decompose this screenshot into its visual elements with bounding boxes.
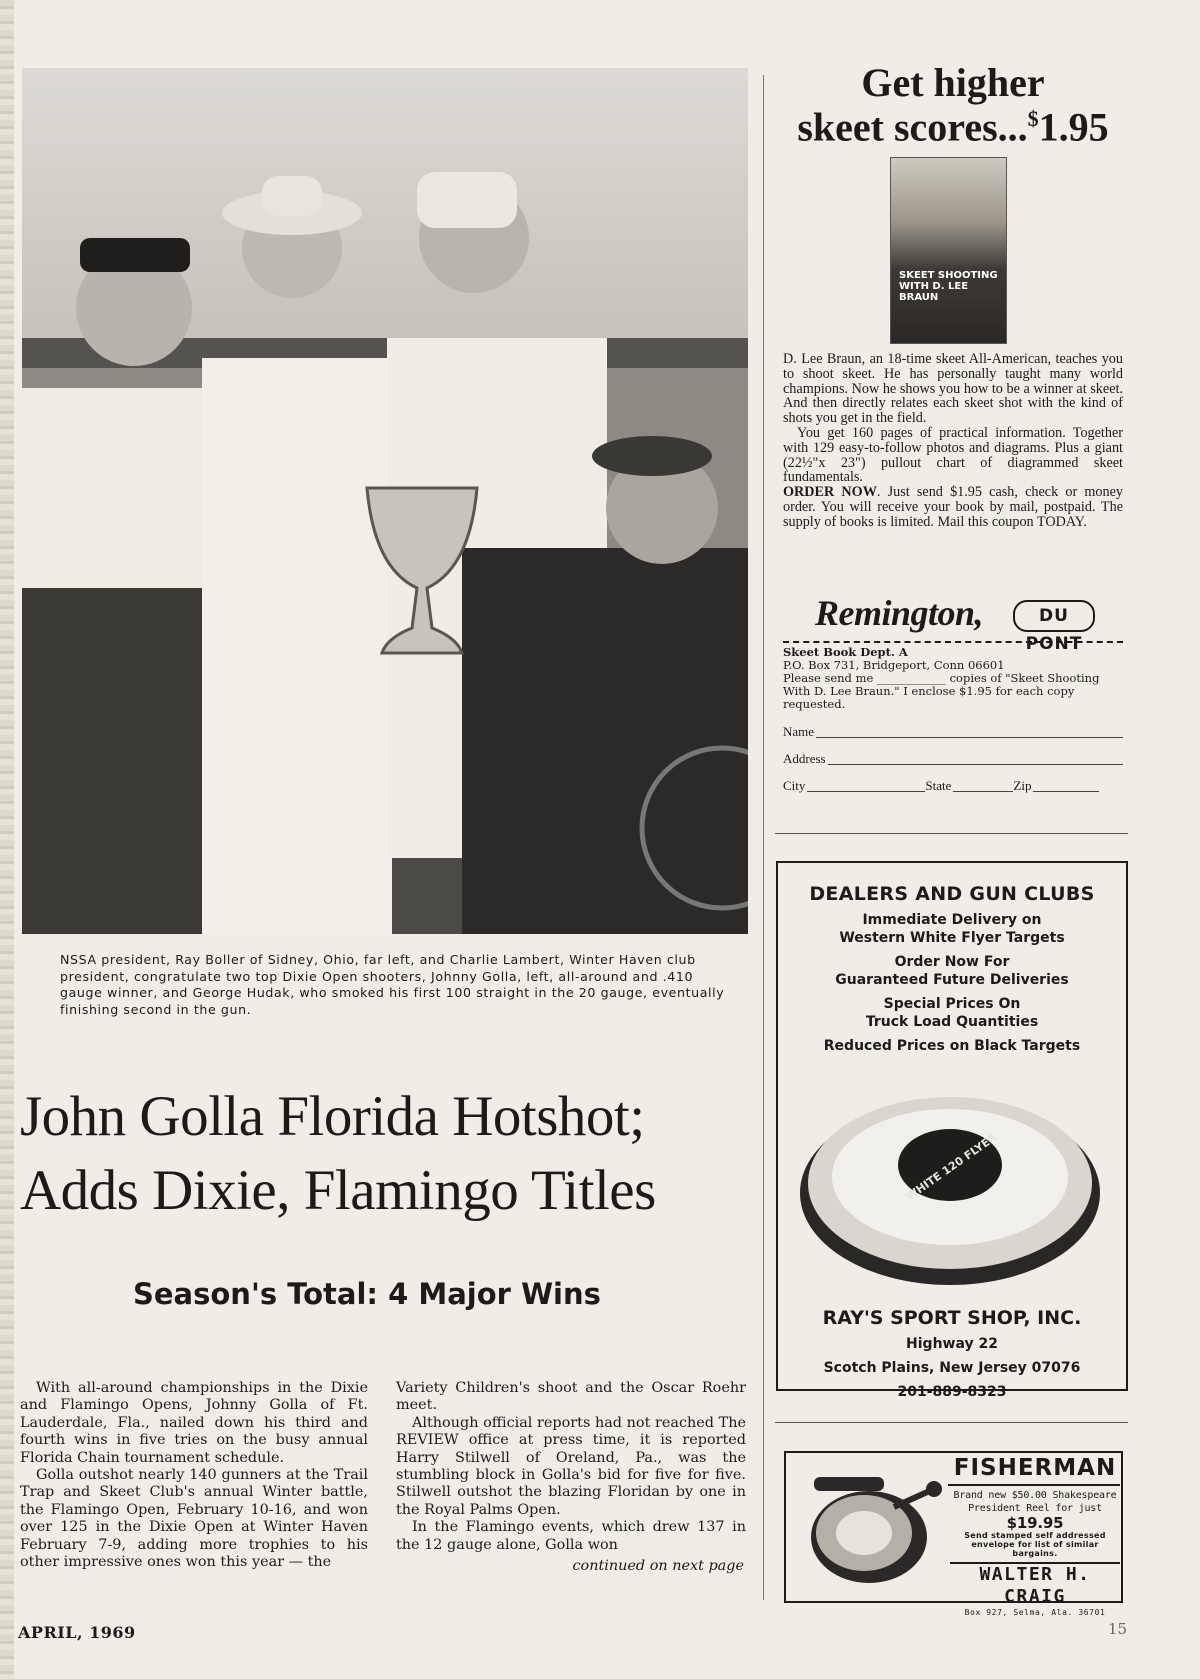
fisherman-address: Box 927, Selma, Ala. 36701 [964,1608,1106,1617]
city-label: City [783,778,806,793]
article-column-1 [20,1380,368,1571]
ad-divider-2 [775,1422,1128,1423]
price-dollar-sign: $ [1027,106,1039,131]
fisherman-line-1: Brand new $50.00 Shakespeare [953,1490,1117,1501]
dealers-line-5: Special Prices On [883,996,1021,1012]
fisherman-line-2: President Reel for just [968,1503,1102,1514]
coupon-address-row [783,752,1123,765]
continued-note: continued on next page [572,1558,744,1575]
shop-phone: 201-889-8323 [897,1384,1007,1400]
dealers-line-6: Truck Load Quantities [865,1014,1039,1030]
skeet-title-line-1: Get higher [861,60,1045,105]
photo-caption: NSSA president, Ray Boller of Sidney, Ohio, far left, and Charlie Lambert, Winter Haven club president, congratulate two top Dixie Open shooters, Johnny Golla, left, all-around and .410 gauge winner, and George Hudak, who smoked his first 100 straight in the 20 gauge, eventually finishing second in the gun. [60,952,725,1017]
coupon-name-row [783,725,1123,738]
name-label: Name [783,724,815,739]
fisherman-fine-print: Send stamped self addressed envelope for list of similar bargains. [964,1531,1106,1558]
article-headline [20,1080,760,1228]
fisherman-heading: FISHERMAN [953,1455,1117,1481]
order-now-text: . Just send $1.95 cash, check or money order. You will receive your book by mail, postpaid. The supply of books is limited. Mail this coupon TODAY. [783,484,1123,530]
zip-label: Zip [1013,778,1032,793]
state-field[interactable] [953,780,1013,792]
trophy-photo [22,68,748,934]
column-1-paragraph-1: With all-around championships in the Dixie and Flamingo Opens, Johnny Golla of Ft. Lauderdale, Fla., nailed down his third and fourth wins in five tries on the busy annual Florida Chain tournament schedule. [20,1380,368,1466]
article-column-2 [396,1380,746,1575]
clay-target-image [778,1065,1126,1297]
coupon-request: Please send me ____________ copies of "Skeet Shooting With D. Lee Braun." I enclose $1.95 for each copy requested. [783,671,1100,711]
skeet-body-paragraph-2: You get 160 pages of practical information. Together with 129 easy-to-follow photos and diagrams. Plus a giant (22½"x 23") pullout chart of diagrammed skeet fundamentals. [783,424,1123,486]
remington-logo: Remington, [815,593,984,633]
shop-street: Highway 22 [906,1336,998,1352]
skeet-order-paragraph [783,485,1123,529]
order-now-label: ORDER NOW [783,484,877,501]
shop-city: Scotch Plains, New Jersey 07076 [823,1360,1081,1376]
page-binding-edge [0,0,14,1679]
dealers-ad [776,861,1128,1400]
shop-name: RAY'S SPORT SHOP, INC. [822,1307,1082,1329]
fisherman-heading-rule [948,1484,1120,1486]
target-label: WHITE 120 FLYER [903,1130,1000,1204]
fishing-reel-icon [794,1459,944,1599]
dealers-heading: DEALERS AND GUN CLUBS [809,883,1095,905]
coupon-copies-text: copies of "Skeet Shooting With D. Lee Braun." I enclose $1.95 for each copy requested. [783,671,1100,711]
column-2-paragraph-2: Although official reports had not reached The REVIEW office at press time, it is reported Harry Stilwell of Oreland, Pa., was the stumbling block in Golla's bid for five for five. Stilwell outshot the blazing Floridan by one in the Royal Palms Open. [396,1414,746,1518]
column-2-paragraph-3: In the Flamingo events, which drew 137 in the 12 gauge alone, Golla won [396,1519,746,1553]
city-field[interactable] [807,780,925,792]
skeet-ad-title [778,60,1128,150]
coupon-mail-address: P.O. Box 731, Bridgeport, Conn 06601 [783,658,1005,672]
skeet-ad-body [783,352,1123,530]
fisherman-ad [784,1451,1123,1617]
page-number: 15 [1108,1620,1128,1638]
coupon-city-row [783,779,1123,792]
skeet-price: 1.95 [1038,104,1109,150]
fisherman-details [950,1489,1120,1617]
column-2-paragraph-1: Variety Children's shoot and the Oscar Roehr meet. [396,1380,746,1414]
name-field[interactable] [816,726,1123,738]
clay-target-icon [778,1065,1126,1297]
zip-field[interactable] [1033,780,1099,792]
book-cover-image [890,157,1007,344]
issue-date: APRIL, 1969 [18,1623,136,1642]
coupon-dept: Skeet Book Dept. A [783,645,908,659]
headline-line-1: John Golla Florida Hotshot; [20,1085,645,1148]
fisherman-seller: WALTER H. CRAIG [950,1562,1120,1608]
dupont-logo: DU PONT [1013,600,1095,632]
book-cover-title: SKEET SHOOTING WITH D. LEE BRAUN [899,270,998,303]
column-divider [763,75,764,1600]
state-label: State [925,778,952,793]
order-coupon [783,646,1123,792]
headline-line-2: Adds Dixie, Flamingo Titles [20,1159,656,1222]
article-subhead: Season's Total: 4 Major Wins [133,1277,601,1311]
dealers-line-7: Reduced Prices on Black Targets [823,1038,1081,1054]
fisherman-price: $19.95 [1006,1514,1064,1532]
dealers-line-1: Immediate Delivery on [862,912,1042,928]
skeet-body-paragraph-1: D. Lee Braun, an 18-time skeet All-American, teaches you to shoot skeet. He has personally taught many world champions. Now he shows you how to be a winner at skeet. And then directly relates each skeet shot with the kind of shots you get in the field. [783,351,1123,427]
skeet-title-line-2: skeet scores... [797,104,1028,150]
ad-divider-1 [775,833,1128,834]
dealers-line-3: Order Now For [894,954,1010,970]
address-label: Address [783,751,826,766]
dealers-line-4: Guaranteed Future Deliveries [835,972,1069,988]
coupon-please: Please send me [783,671,874,685]
trophy-photo-illustration [22,68,748,934]
dealers-line-2: Western White Flyer Targets [839,930,1065,946]
column-1-paragraph-2: Golla outshot nearly 140 gunners at the Trail Trap and Skeet Club's annual Winter battle, the Flamingo Open, February 10-16, and won over 125 in the Dixie Open at Winter Haven February 7-9, adding more trophies to his other impressive ones won this year — the [20,1467,368,1571]
address-field[interactable] [828,753,1123,765]
coupon-cut-line [783,641,1123,643]
